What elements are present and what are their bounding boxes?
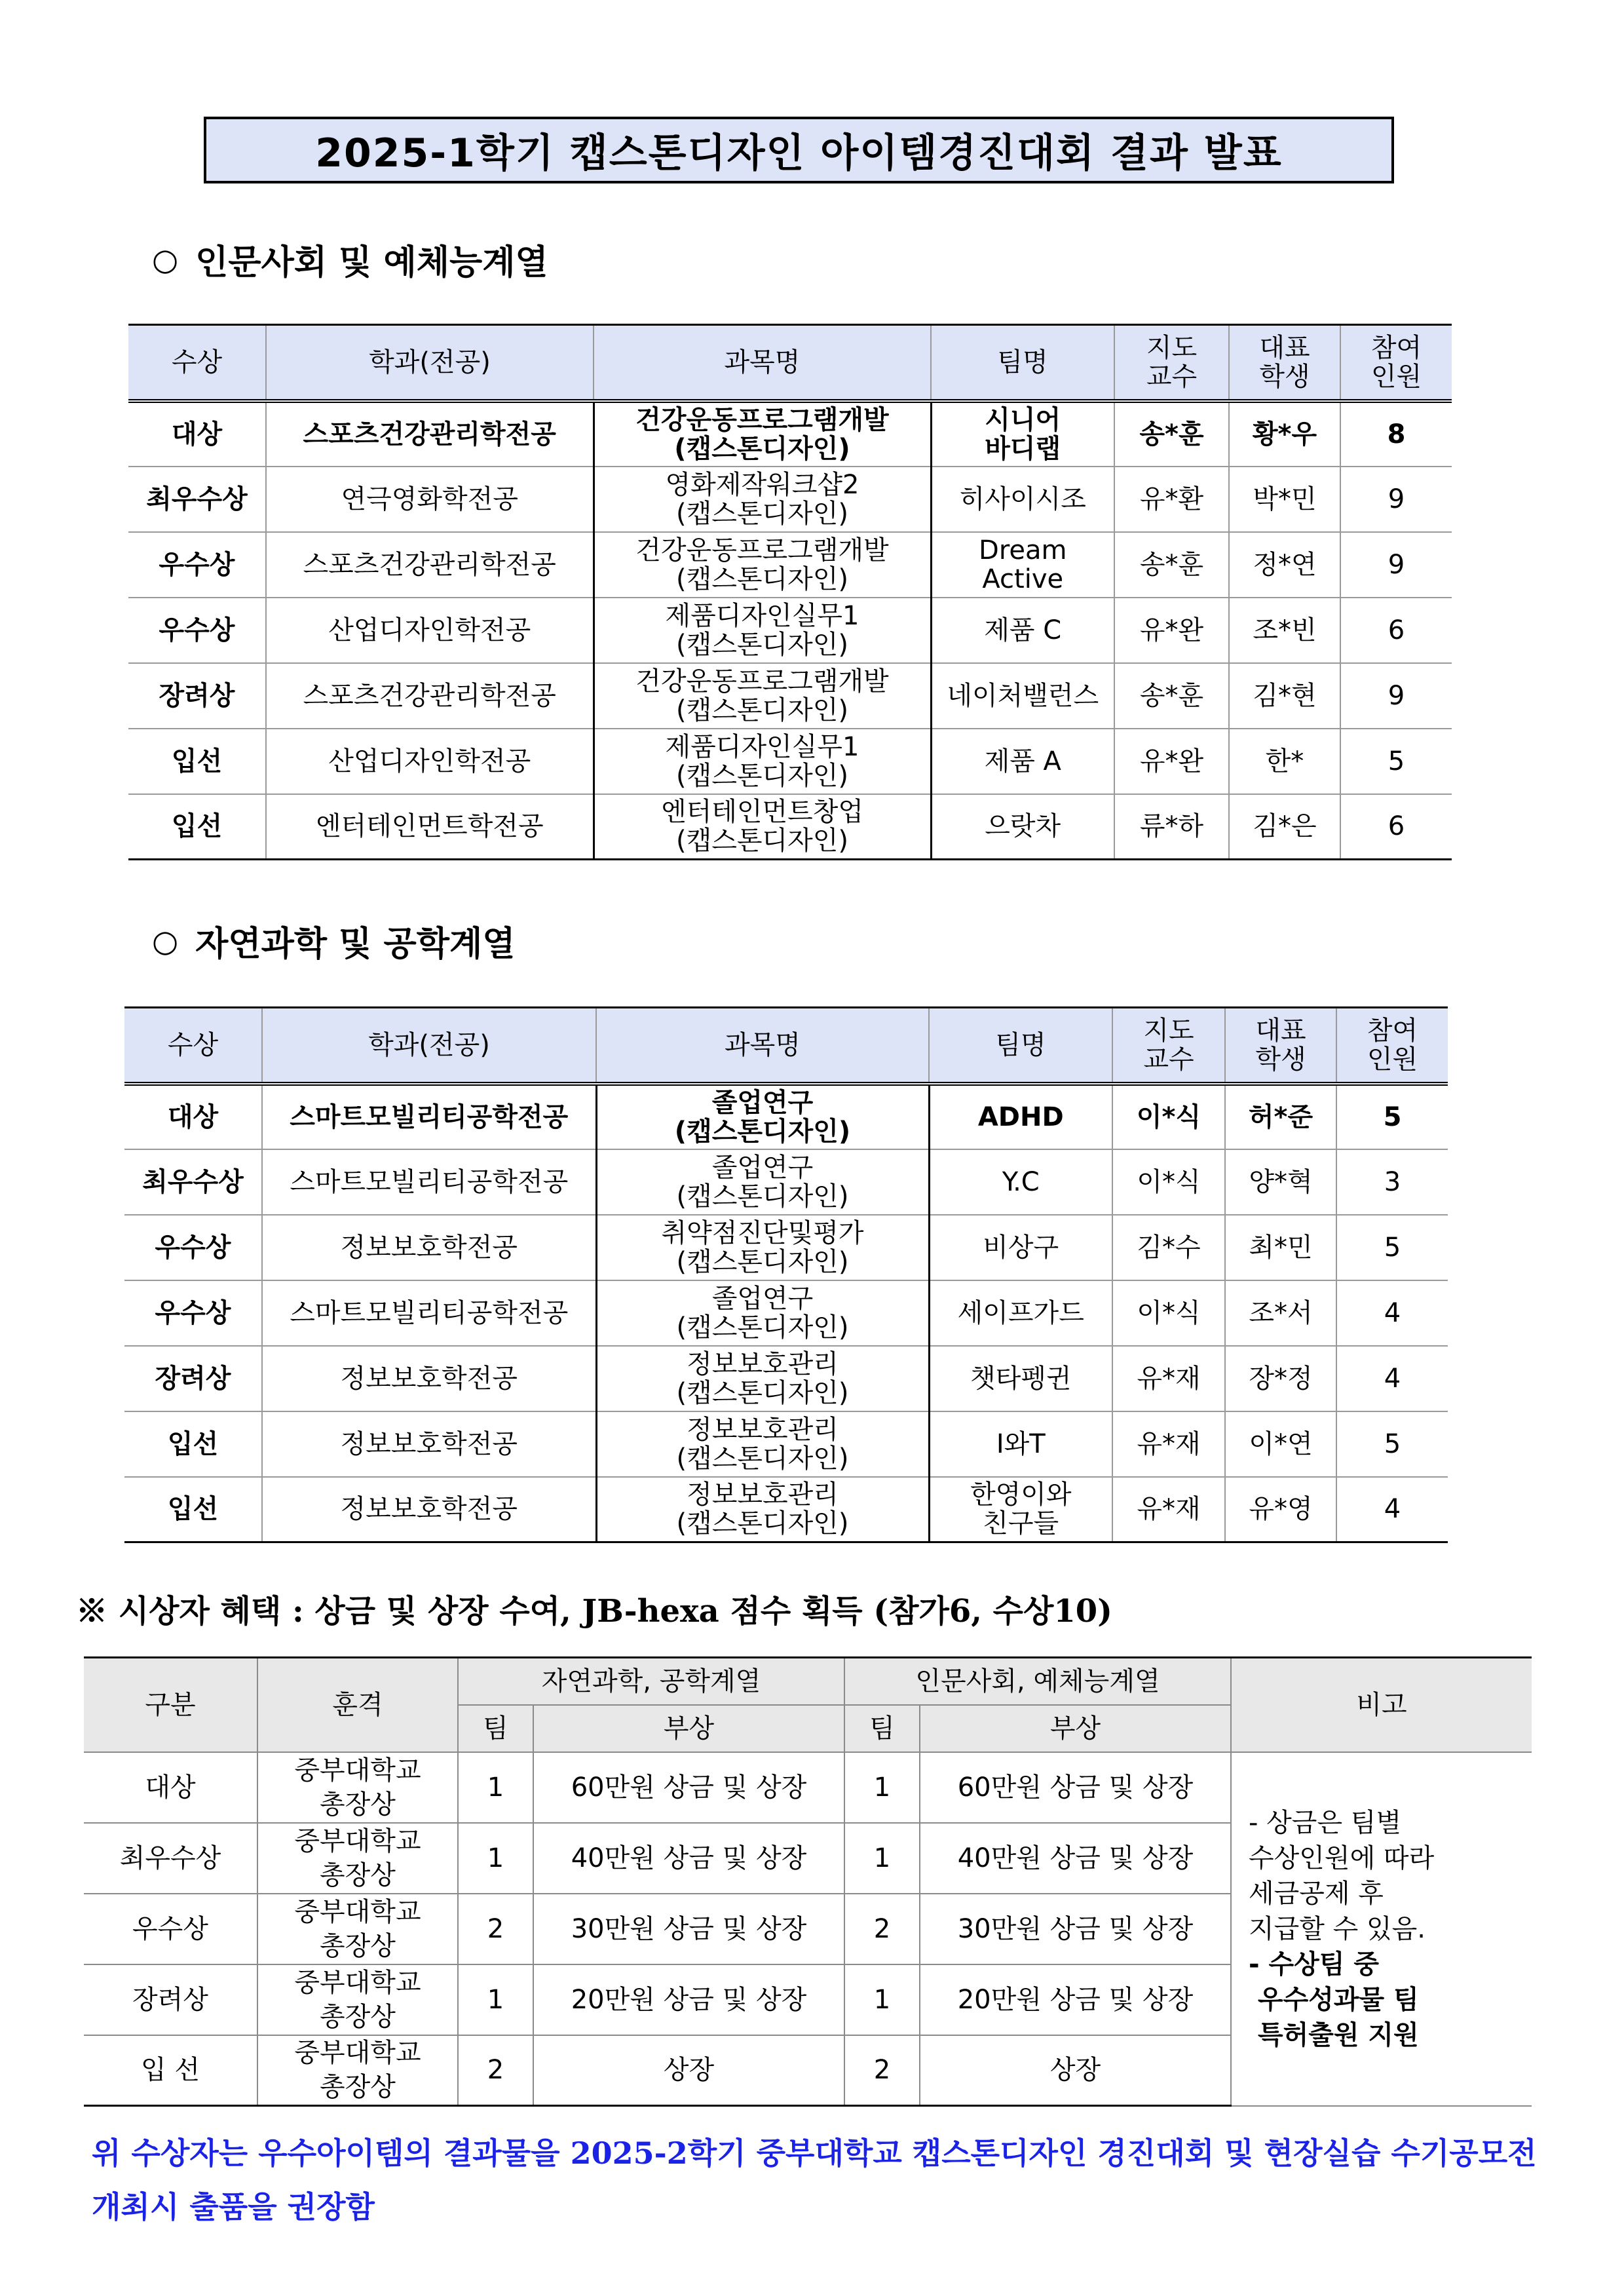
table-row (124, 1477, 1448, 1542)
cell-representative: 허*준 (1225, 1084, 1336, 1149)
cell-representative: 김*현 (1229, 663, 1340, 729)
cell-award-type: 중부대학교 총장상 (257, 1894, 458, 1964)
cell-representative: 최*민 (1225, 1215, 1336, 1280)
cell-members: 6 (1340, 598, 1452, 663)
cell-department: 산업디자인학전공 (266, 598, 594, 663)
header-team: 팀명 (931, 325, 1114, 401)
benefits-note-tax: - 상금은 팀별 수상인원에 따라 세금공제 후 지급할 수 있음. (1249, 1807, 1435, 1944)
table-row (128, 598, 1452, 663)
section2-heading (152, 916, 515, 965)
cell-sci-team: 1 (458, 1964, 533, 2035)
cell-award: 우수상 (124, 1280, 262, 1346)
cell-advisor: 이*식 (1112, 1149, 1225, 1215)
cell-members: 6 (1340, 794, 1452, 860)
cell-department: 스마트모빌리티공학전공 (262, 1149, 596, 1215)
circle-bullet-icon: ○ (152, 923, 179, 959)
cell-members: 5 (1340, 729, 1452, 794)
benefits-header-hum-prize: 부상 (920, 1705, 1231, 1752)
table-row (124, 1149, 1448, 1215)
cell-representative: 한* (1229, 729, 1340, 794)
cell-representative: 이*연 (1225, 1411, 1336, 1477)
cell-award-type: 중부대학교 총장상 (257, 1752, 458, 1823)
cell-award: 입선 (124, 1411, 262, 1477)
cell-award: 최우수상 (124, 1149, 262, 1215)
cell-category: 최우수상 (84, 1823, 257, 1894)
cell-sci-prize: 상장 (533, 2035, 844, 2106)
cell-members: 4 (1336, 1280, 1448, 1346)
cell-subject: 건강운동프로그램개발 (캡스톤디자인) (594, 663, 931, 729)
cell-advisor: 이*식 (1112, 1280, 1225, 1346)
cell-department: 정보보호학전공 (262, 1411, 596, 1477)
header-advisor: 지도 교수 (1112, 1008, 1225, 1084)
cell-members: 5 (1336, 1411, 1448, 1477)
table-row (124, 1215, 1448, 1280)
cell-department: 스포츠건강관리학전공 (266, 663, 594, 729)
cell-members: 9 (1340, 663, 1452, 729)
cell-subject: 취약점진단및평가 (캡스톤디자인) (596, 1215, 929, 1280)
cell-advisor: 유*재 (1112, 1411, 1225, 1477)
cell-subject: 정보보호관리 (캡스톤디자인) (596, 1346, 929, 1411)
cell-sci-team: 1 (458, 1752, 533, 1823)
header-members: 참여 인원 (1340, 325, 1452, 401)
cell-team: Y.C (929, 1149, 1112, 1215)
cell-team: 한영이와 친구들 (929, 1477, 1112, 1542)
cell-advisor: 송*훈 (1114, 532, 1229, 598)
header-members: 참여 인원 (1336, 1008, 1448, 1084)
cell-category: 우수상 (84, 1894, 257, 1964)
cell-department: 정보보호학전공 (262, 1346, 596, 1411)
cell-team: 세이프가드 (929, 1280, 1112, 1346)
benefits-header-humanities: 인문사회, 예체능계열 (844, 1658, 1231, 1705)
cell-members: 5 (1336, 1084, 1448, 1149)
page-title: 2025-1학기 캡스톤디자인 아이템경진대회 결과 발표 (204, 117, 1394, 183)
cell-award: 최우수상 (128, 467, 266, 532)
cell-representative: 양*혁 (1225, 1149, 1336, 1215)
table-row (128, 401, 1452, 467)
cell-category: 대상 (84, 1752, 257, 1823)
footer-notice: 위 수상자는 우수아이템의 결과물을 2025-2학기 중부대학교 캡스톤디자인 경진대회 및 현장실습 수기공모전 개최시 출품을 권장함 (92, 2135, 1537, 2225)
benefits-header-award-type: 훈격 (257, 1658, 458, 1752)
cell-subject: 엔터테인먼트창업 (캡스톤디자인) (594, 794, 931, 860)
cell-award: 입선 (124, 1477, 262, 1542)
cell-department: 스포츠건강관리학전공 (266, 532, 594, 598)
cell-sci-team: 2 (458, 2035, 533, 2106)
cell-category: 장려상 (84, 1964, 257, 2035)
header-award: 수상 (128, 325, 266, 401)
cell-award: 입선 (128, 794, 266, 860)
table-row (84, 1752, 1532, 1823)
cell-subject: 정보보호관리 (캡스톤디자인) (596, 1411, 929, 1477)
cell-subject: 졸업연구 (캡스톤디자인) (596, 1149, 929, 1215)
cell-team: ADHD (929, 1084, 1112, 1149)
cell-advisor: 유*환 (1114, 467, 1229, 532)
table-row (128, 663, 1452, 729)
cell-hum-team: 1 (844, 1964, 920, 2035)
cell-award: 우수상 (128, 532, 266, 598)
cell-team: I와T (929, 1411, 1112, 1477)
cell-representative: 조*서 (1225, 1280, 1336, 1346)
cell-members: 3 (1336, 1149, 1448, 1215)
cell-award: 장려상 (124, 1346, 262, 1411)
cell-sci-prize: 40만원 상금 및 상장 (533, 1823, 844, 1894)
cell-department: 스포츠건강관리학전공 (266, 401, 594, 467)
benefits-header-sci-prize: 부상 (533, 1705, 844, 1752)
cell-team: 제품 C (931, 598, 1114, 663)
cell-hum-team: 2 (844, 1894, 920, 1964)
header-representative: 대표 학생 (1229, 325, 1340, 401)
cell-advisor: 송*훈 (1114, 401, 1229, 467)
cell-hum-prize: 40만원 상금 및 상장 (920, 1823, 1231, 1894)
cell-team: Dream Active (931, 532, 1114, 598)
cell-members: 4 (1336, 1346, 1448, 1411)
cell-award: 장려상 (128, 663, 266, 729)
header-representative: 대표 학생 (1225, 1008, 1336, 1084)
table-row (124, 1280, 1448, 1346)
header-department: 학과(전공) (266, 325, 594, 401)
cell-department: 스마트모빌리티공학전공 (262, 1280, 596, 1346)
cell-advisor: 유*완 (1114, 729, 1229, 794)
table-row (124, 1411, 1448, 1477)
cell-award: 대상 (128, 401, 266, 467)
humanities-award-table (128, 324, 1452, 860)
cell-team: 챗타펭귄 (929, 1346, 1112, 1411)
cell-hum-prize: 20만원 상금 및 상장 (920, 1964, 1231, 2035)
cell-award-type: 중부대학교 총장상 (257, 2035, 458, 2106)
benefits-header-sci-team: 팀 (458, 1705, 533, 1752)
cell-sci-prize: 30만원 상금 및 상장 (533, 1894, 844, 1964)
cell-subject: 제품디자인실무1 (캡스톤디자인) (594, 729, 931, 794)
cell-hum-team: 2 (844, 2035, 920, 2106)
cell-representative: 박*민 (1229, 467, 1340, 532)
cell-representative: 황*우 (1229, 401, 1340, 467)
table-row (128, 794, 1452, 860)
cell-members: 8 (1340, 401, 1452, 467)
table-row (124, 1346, 1448, 1411)
cell-members: 4 (1336, 1477, 1448, 1542)
cell-subject: 제품디자인실무1 (캡스톤디자인) (594, 598, 931, 663)
cell-award-type: 중부대학교 총장상 (257, 1823, 458, 1894)
cell-advisor: 유*재 (1112, 1346, 1225, 1411)
benefits-note (1231, 1752, 1532, 2106)
cell-hum-prize: 상장 (920, 2035, 1231, 2106)
cell-representative: 정*연 (1229, 532, 1340, 598)
cell-hum-team: 1 (844, 1823, 920, 1894)
cell-award-type: 중부대학교 총장상 (257, 1964, 458, 2035)
cell-members: 5 (1336, 1215, 1448, 1280)
cell-subject: 졸업연구 (캡스톤디자인) (596, 1280, 929, 1346)
cell-advisor: 송*훈 (1114, 663, 1229, 729)
cell-representative: 장*정 (1225, 1346, 1336, 1411)
cell-representative: 유*영 (1225, 1477, 1336, 1542)
table-row (128, 467, 1452, 532)
cell-sci-prize: 20만원 상금 및 상장 (533, 1964, 844, 2035)
cell-subject: 건강운동프로그램개발 (캡스톤디자인) (594, 401, 931, 467)
cell-advisor: 유*재 (1112, 1477, 1225, 1542)
benefits-note-patent: - 수상팀 중 우수성과물 팀 특허출원 지원 (1249, 1949, 1419, 2050)
cell-department: 정보보호학전공 (262, 1215, 596, 1280)
cell-team: 제품 A (931, 729, 1114, 794)
table-row (128, 729, 1452, 794)
benefits-header-hum-team: 팀 (844, 1705, 920, 1752)
cell-representative: 김*은 (1229, 794, 1340, 860)
section1-heading (152, 235, 548, 284)
cell-hum-team: 1 (844, 1752, 920, 1823)
cell-department: 엔터테인먼트학전공 (266, 794, 594, 860)
cell-sci-prize: 60만원 상금 및 상장 (533, 1752, 844, 1823)
cell-team: 시니어 바디랩 (931, 401, 1114, 467)
cell-advisor: 이*식 (1112, 1084, 1225, 1149)
header-award: 수상 (124, 1008, 262, 1084)
cell-team: 네이처밸런스 (931, 663, 1114, 729)
benefits-header-note: 비고 (1231, 1658, 1532, 1752)
cell-department: 연극영화학전공 (266, 467, 594, 532)
cell-subject: 영화제작워크샵2 (캡스톤디자인) (594, 467, 931, 532)
cell-members: 9 (1340, 532, 1452, 598)
cell-award: 우수상 (124, 1215, 262, 1280)
header-department: 학과(전공) (262, 1008, 596, 1084)
benefits-heading: ※ 시상자 혜택 : 상금 및 상장 수여, JB-hexa 점수 획득 (참가6, 수상10) (76, 1593, 1112, 1630)
cell-sci-team: 1 (458, 1823, 533, 1894)
table-row (124, 1084, 1448, 1149)
cell-subject: 건강운동프로그램개발 (캡스톤디자인) (594, 532, 931, 598)
cell-advisor: 류*하 (1114, 794, 1229, 860)
section1-heading-text: 인문사회 및 예체능계열 (195, 243, 548, 282)
cell-representative: 조*빈 (1229, 598, 1340, 663)
cell-advisor: 유*완 (1114, 598, 1229, 663)
cell-team: 히사이시조 (931, 467, 1114, 532)
benefits-table (84, 1656, 1532, 2107)
cell-subject: 정보보호관리 (캡스톤디자인) (596, 1477, 929, 1542)
cell-subject: 졸업연구 (캡스톤디자인) (596, 1084, 929, 1149)
header-subject: 과목명 (596, 1008, 929, 1084)
circle-bullet-icon: ○ (152, 241, 179, 277)
cell-team: 비상구 (929, 1215, 1112, 1280)
cell-sci-team: 2 (458, 1894, 533, 1964)
cell-advisor: 김*수 (1112, 1215, 1225, 1280)
cell-award: 우수상 (128, 598, 266, 663)
cell-department: 정보보호학전공 (262, 1477, 596, 1542)
benefits-header-category: 구분 (84, 1658, 257, 1752)
science-award-table (124, 1006, 1448, 1543)
cell-category: 입 선 (84, 2035, 257, 2106)
header-advisor: 지도 교수 (1114, 325, 1229, 401)
cell-members: 9 (1340, 467, 1452, 532)
cell-department: 산업디자인학전공 (266, 729, 594, 794)
cell-team: 으랏차 (931, 794, 1114, 860)
cell-hum-prize: 30만원 상금 및 상장 (920, 1894, 1231, 1964)
benefits-header-science: 자연과학, 공학계열 (458, 1658, 844, 1705)
cell-department: 스마트모빌리티공학전공 (262, 1084, 596, 1149)
cell-award: 입선 (128, 729, 266, 794)
header-subject: 과목명 (594, 325, 931, 401)
header-team: 팀명 (929, 1008, 1112, 1084)
cell-award: 대상 (124, 1084, 262, 1149)
cell-hum-prize: 60만원 상금 및 상장 (920, 1752, 1231, 1823)
section2-heading-text: 자연과학 및 공학계열 (195, 925, 516, 964)
table-row (128, 532, 1452, 598)
